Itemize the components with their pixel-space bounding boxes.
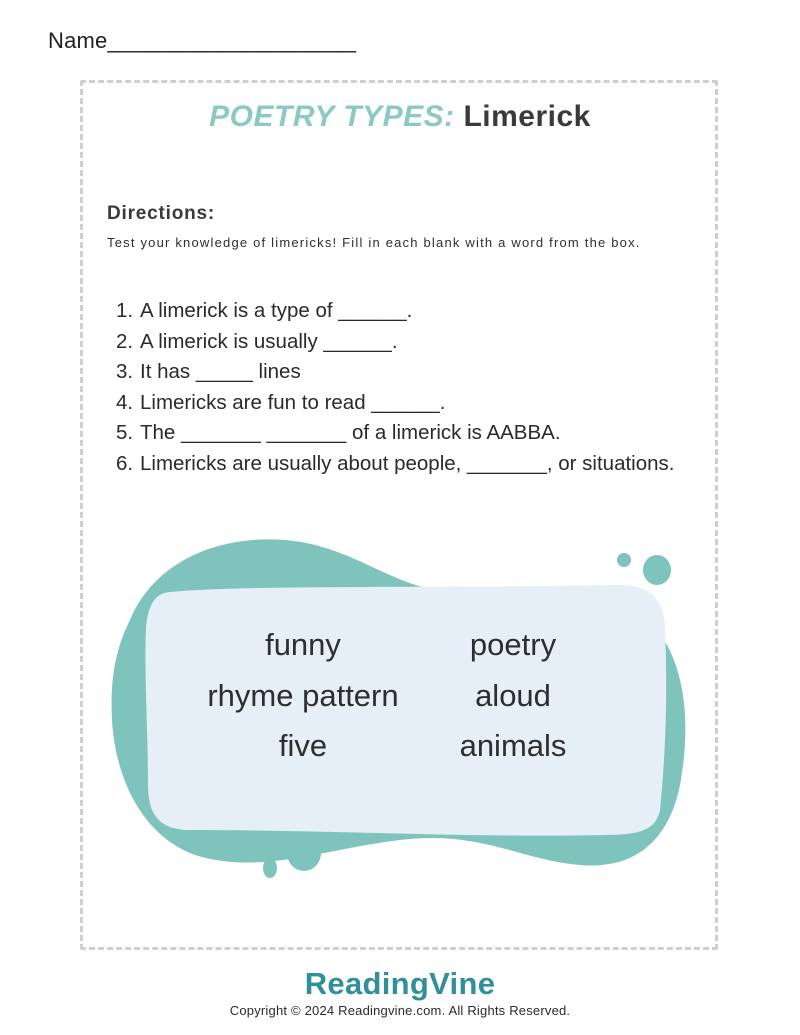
logo-vine: Vine xyxy=(429,966,496,1001)
question-item xyxy=(116,327,676,358)
worksheet-title xyxy=(0,100,800,134)
readingvine-logo xyxy=(0,966,800,1002)
logo-reading: Reading xyxy=(304,966,430,1001)
question-item xyxy=(116,449,676,480)
question-text: A limerick is usually ______. xyxy=(140,329,398,353)
word-bank-item: rhyme pattern xyxy=(207,678,399,713)
word-bank-item: animals xyxy=(459,728,567,763)
directions-heading: Directions: xyxy=(107,203,216,224)
title-limerick: Limerick xyxy=(463,100,591,133)
question-text: It has _____ lines xyxy=(140,360,301,383)
copyright-text: Copyright © 2024 Readingvine.com. All Rights Reserved. xyxy=(229,1003,571,1018)
question-item xyxy=(116,296,676,327)
question-item xyxy=(116,388,676,419)
decor-dot xyxy=(287,835,321,871)
question-number: 3. xyxy=(116,360,134,383)
question-number: 4. xyxy=(116,390,134,414)
name-field-label: Name____________________ xyxy=(48,28,357,53)
question-number: 1. xyxy=(116,299,134,322)
word-bank xyxy=(100,530,720,890)
word-bank-item: aloud xyxy=(475,678,551,713)
question-text: The _______ _______ of a limerick is AABBA. xyxy=(140,421,561,444)
directions-text: Test your knowledge of limericks! Fill in each blank with a word from the box. xyxy=(107,235,641,250)
question-item xyxy=(116,418,676,449)
question-list xyxy=(116,296,676,479)
question-number: 2. xyxy=(116,329,134,353)
decor-dot xyxy=(643,555,671,585)
question-text: Limericks are usually about people, _______, or situations. xyxy=(140,451,675,475)
decor-dot xyxy=(263,858,277,878)
word-bank-item: poetry xyxy=(469,627,557,662)
title-poetry-types: POETRY TYPES: xyxy=(209,100,455,133)
question-text: Limericks are fun to read ______. xyxy=(140,390,446,414)
question-number: 5. xyxy=(116,421,134,444)
word-bank-item: funny xyxy=(265,627,341,662)
question-item xyxy=(116,357,676,388)
decor-dot xyxy=(617,553,631,567)
question-number: 6. xyxy=(116,451,134,475)
word-bank-item: five xyxy=(278,728,328,763)
question-text: A limerick is a type of ______. xyxy=(140,299,413,322)
